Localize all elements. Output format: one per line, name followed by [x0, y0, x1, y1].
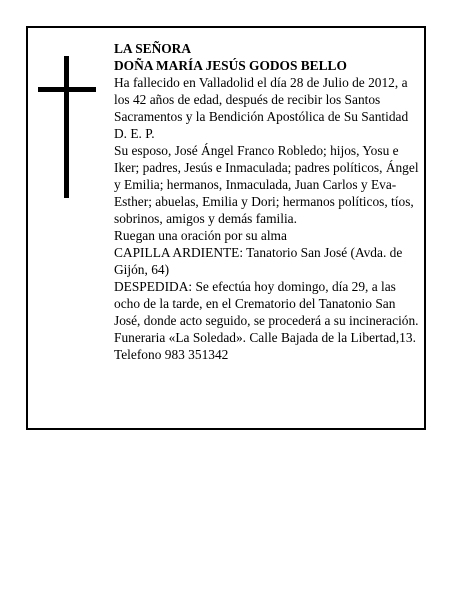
rip-text: D. E. P. [114, 126, 155, 141]
notice-heading: LA SEÑORA [114, 41, 192, 56]
deceased-name: DOÑA MARÍA JESÚS GODOS BELLO [114, 58, 347, 73]
notice-body [114, 40, 422, 363]
cross-horizontal-bar [38, 87, 96, 92]
family-list: Su esposo, José Ángel Franco Robledo; hijos, Yosu e Iker; padres, Jesús e Inmaculada; padres políticos, Ángel y Emilia; hermanos, Inmaculada, Juan Carlos y Eva-Esther; abuelas, Emilia y Dori; hermanos políticos, tíos, sobrinos, amigos y demás familia. [114, 143, 419, 226]
obituary-notice [26, 26, 426, 430]
chapel-info: CAPILLA ARDIENTE: Tanatorio San José (Avda. de Gijón, 64) [114, 245, 403, 277]
death-announcement: Ha fallecido en Valladolid el día 28 de Julio de 2012, a los 42 años de edad, después de recibir los Santos Sacramentos y la Bendición Apostólica de Su Santidad [114, 75, 409, 124]
phone-number: Telefono 983 351342 [114, 347, 229, 362]
cross-icon [38, 56, 96, 198]
cross-vertical-bar [64, 56, 69, 198]
farewell-info: DESPEDIDA: Se efectúa hoy domingo, día 29, a las ocho de la tarde, en el Crematorio del Tanatonio San José, donde acto seguido, se procederá a su incineración. [114, 279, 419, 328]
prayer-request: Ruegan una oración por su alma [114, 228, 287, 243]
funeral-home: Funeraria «La Soledad». Calle Bajada de la Libertad,13. [114, 330, 416, 345]
